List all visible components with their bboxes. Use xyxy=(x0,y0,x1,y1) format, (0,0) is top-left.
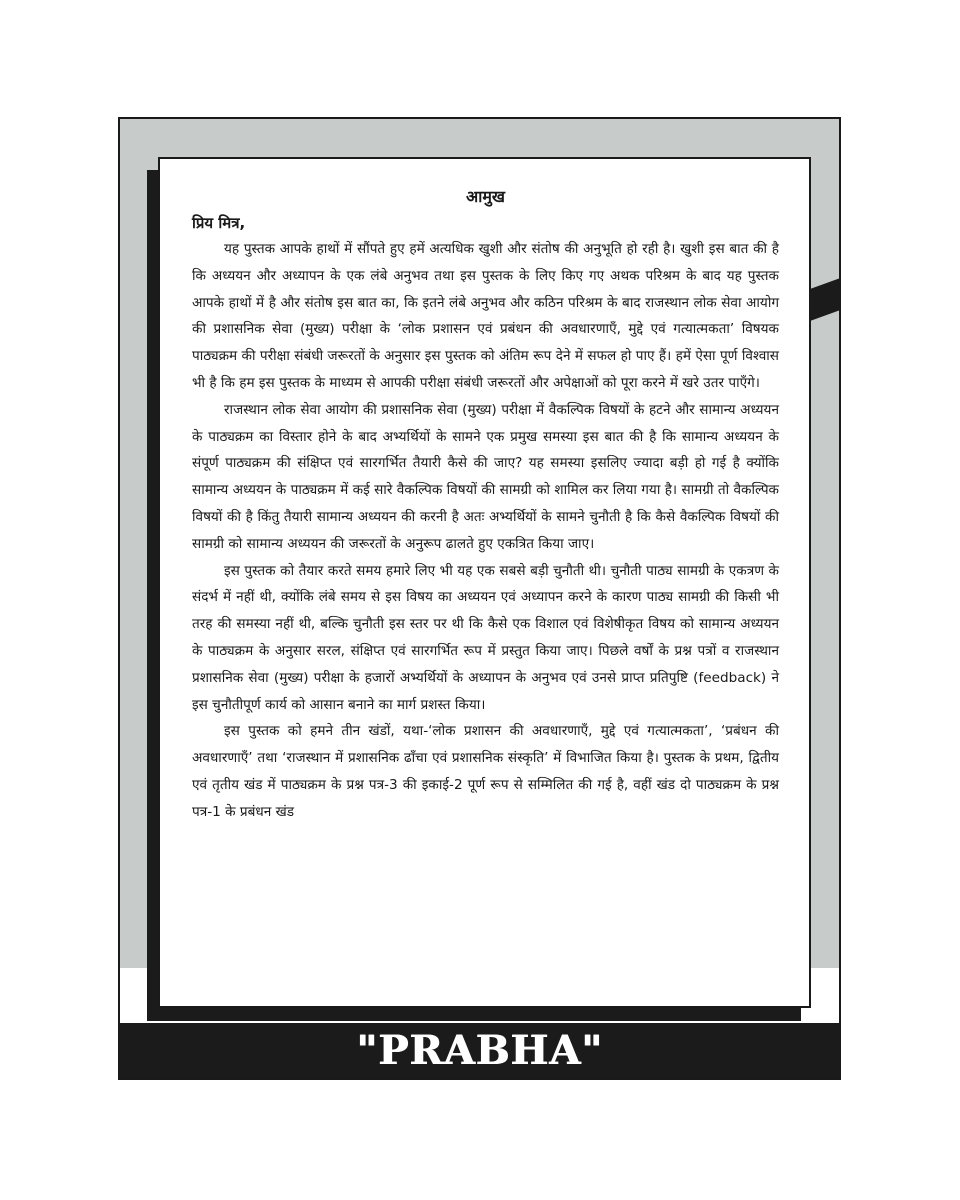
publisher-banner xyxy=(120,1023,839,1078)
publisher-name: "PRABHA" xyxy=(356,1027,603,1074)
salutation: प्रिय मित्र, xyxy=(192,214,246,232)
document-page xyxy=(158,157,811,1008)
paragraph-2: राजस्थान लोक सेवा आयोग की प्रशासनिक सेवा (मुख्य) परीक्षा में वैकल्पिक विषयों के हटने और सामान्य अध्ययन के पाठ्यक्रम का विस्तार होने के बाद अभ्यर्थियों के सामने एक प्रमुख समस्या इस बात की है कि सामान्य अध्ययन के संपूर्ण पाठ्यक्रम की संक्षिप्त एवं सारगर्भित तैयारी कैसे की जाए? यह समस्या इसलिए ज्यादा बड़ी हो गई है क्योंकि सामान्य अध्ययन के पाठ्यक्रम में कई सारे वैकल्पिक विषयों की सामग्री को शामिल कर लिया गया है। सामग्री तो वैकल्पिक विषयों की है किंतु तैयारी सामान्य अध्ययन की करनी है अतः अभ्यर्थियों के सामने चुनौती है कि कैसे वैकल्पिक विषयों की सामग्री को सामान्य अध्ययन की जरूरतों के अनुरूप ढालते हुए एकत्रित किया जाए। xyxy=(192,401,779,552)
paragraph-3: इस पुस्तक को तैयार करते समय हमारे लिए भी यह एक सबसे बड़ी चुनौती थी। चुनौती पाठ्य सामग्री के एकत्रण के संदर्भ में नहीं थी, क्योंकि लंबे समय से इस विषय का अध्ययन एवं अध्यापन करने के कारण पाठ्य सामग्री की किसी भी तरह की समस्या नहीं थी, बल्कि चुनौती इस स्तर पर थी कि कैसे एक विशाल एवं विशेषीकृत विषय को सामान्य अध्ययन के पाठ्यक्रम के अनुसार सरल, संक्षिप्त एवं सारगर्भित रूप में प्रस्तुत किया जाए। पिछले वर्षों के प्रश्न पत्रों व राजस्थान प्रशासनिक सेवा (मुख्य) परीक्षा के हजारों अभ्यर्थियों के अध्यापन के अनुभव एवं उनसे प्राप्त प्रतिपुष्टि (feedback) ने इस चुनौतीपूर्ण कार्य को आसान बनाने का मार्ग प्रशस्त किया। xyxy=(192,562,779,713)
paragraph-1: यह पुस्तक आपके हाथों में सौंपते हुए हमें अत्यधिक खुशी और संतोष की अनुभूति हो रही है। खुशी इस बात की है कि अध्ययन और अध्यापन के एक लंबे अनुभव तथा इस पुस्तक के लिए किए गए अथक परिश्रम के बाद यह पुस्तक आपके हाथों में है और संतोष इस बात का, कि इतने लंबे अनुभव और कठिन परिश्रम के बाद राजस्थान लोक सेवा आयोग की प्रशासनिक सेवा (मुख्य) परीक्षा के ‘लोक प्रशासन एवं प्रबंधन की अवधारणाएँ, मुद्दे एवं गत्यात्मकता’ विषयक पाठ्यक्रम की परीक्षा संबंधी जरूरतों के अनुसार इस पुस्तक को अंतिम रूप देने में सफल हो पाए हैं। हमें ऐसा पूर्ण विश्वास भी है कि हम इस पुस्तक के माध्यम से आपकी परीक्षा संबंधी जरूरतों और अपेक्षाओं को पूरा करने में खरे उतर पाएँगे। xyxy=(192,241,779,391)
paragraph-4: इस पुस्तक को हमने तीन खंडों, यथा-‘लोक प्रशासन की अवधारणाएँ, मुद्दे एवं गत्यात्मकता’, ‘प्रबंधन की अवधारणाएँ’ तथा ‘राजस्थान में प्रशासनिक ढाँचा एवं प्रशासनिक संस्कृति’ में विभाजित किया है। पुस्तक के प्रथम, द्वितीय एवं तृतीय खंड में पाठ्यक्रम के प्रश्न पत्र-3 की इकाई-2 पूर्ण रूप से सम्मिलित की गई है, वहीं खंड दो पाठ्यक्रम के प्रश्न पत्र-1 के प्रबंधन खंड xyxy=(192,723,779,820)
band-right xyxy=(810,277,841,321)
page-title: आमुख xyxy=(465,187,505,206)
